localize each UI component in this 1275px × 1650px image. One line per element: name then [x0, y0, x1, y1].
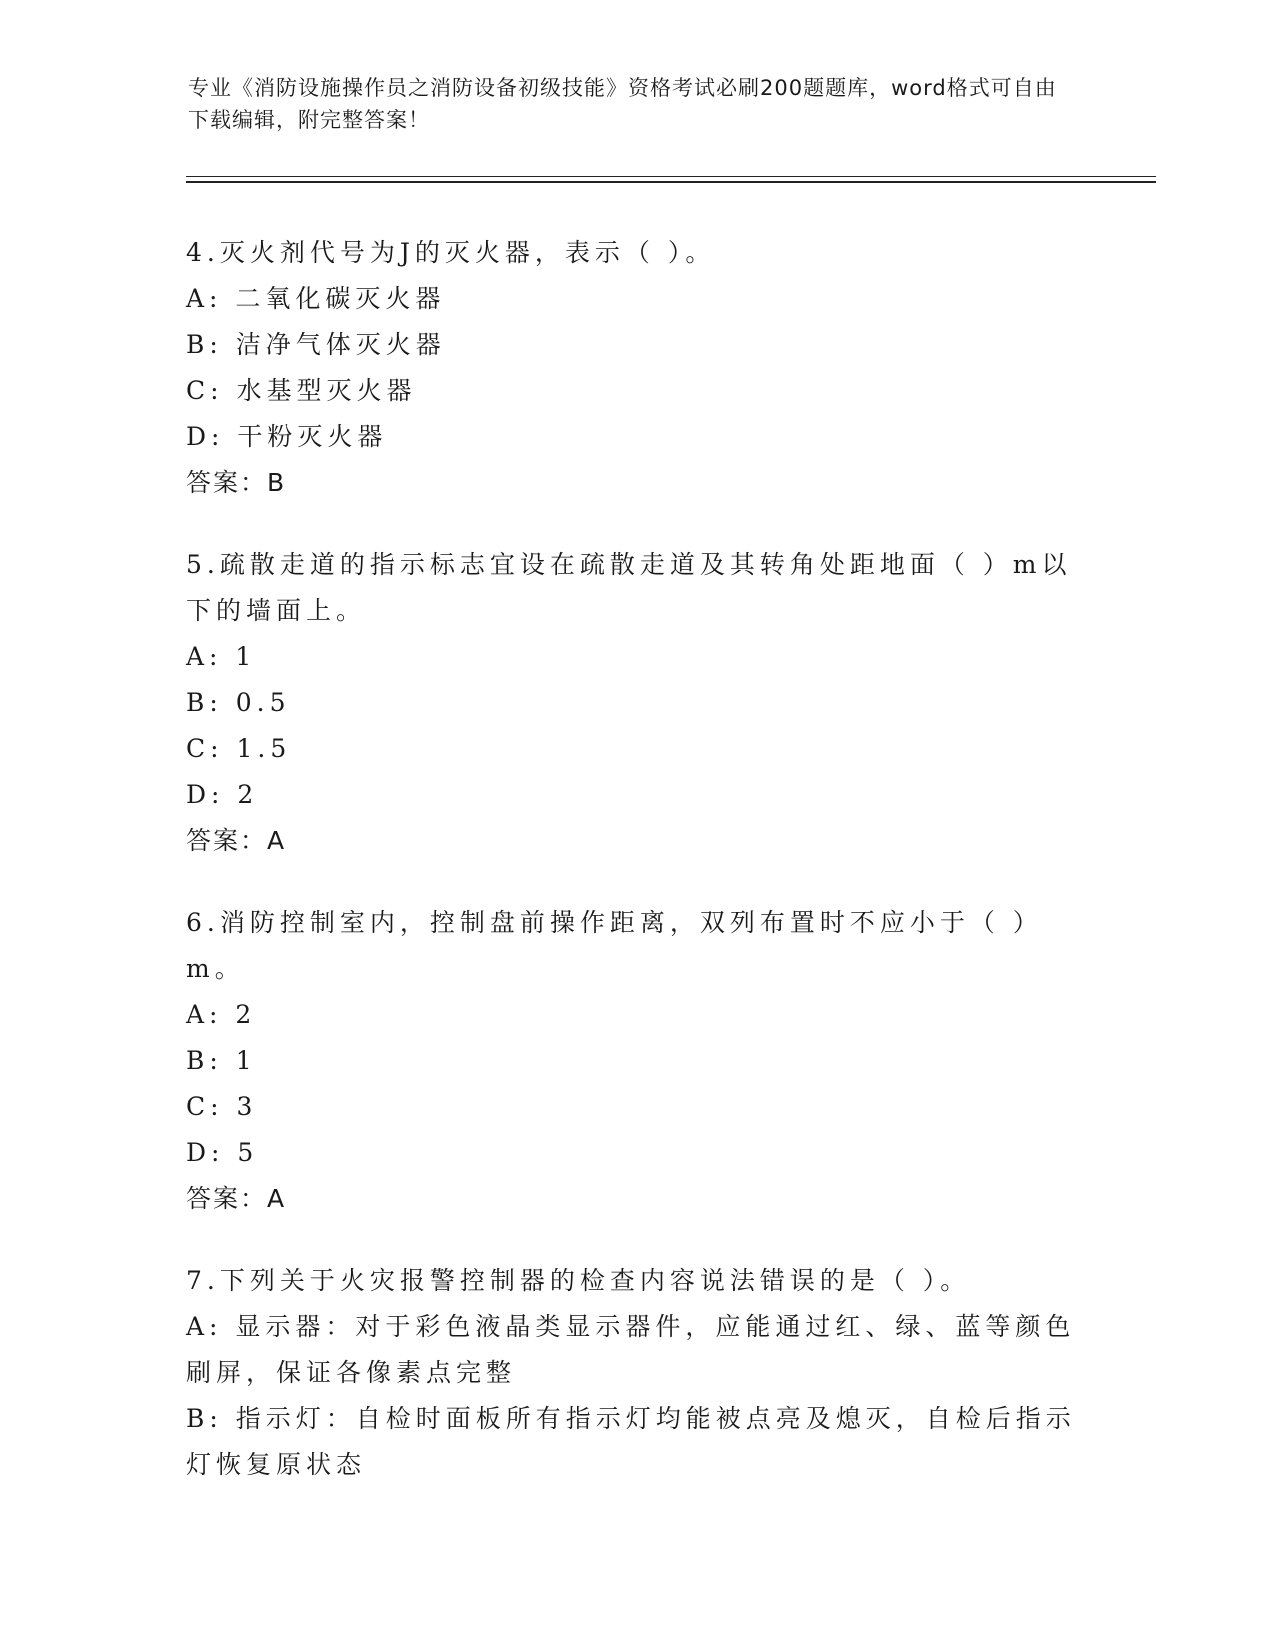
option-b: B: 洁净气体灭火器	[186, 330, 446, 359]
option-a: A: 2	[186, 1000, 257, 1029]
option-c: C: 3	[186, 1092, 258, 1121]
answer: 答案：B	[186, 468, 287, 497]
question-6	[186, 900, 1086, 1222]
question-list	[186, 230, 1086, 1524]
question-stem: 5.疏散走道的指示标志宜设在疏散走道及其转角处距地面（ ）m以下的墙面上。	[186, 550, 1072, 625]
document-header: 专业《消防设施操作员之消防设备初级技能》资格考试必刷200题题库，word格式可自由下载编辑，附完整答案！	[188, 76, 1057, 132]
header-rule-thick	[186, 181, 1156, 183]
option-d: D: 5	[186, 1138, 259, 1167]
option-b: B: 1	[186, 1046, 257, 1075]
option-a: A: 显示器：对于彩色液晶类显示器件，应能通过红、绿、蓝等颜色刷屏，保证各像素点完整	[186, 1312, 1076, 1387]
question-stem: 6.消防控制室内，控制盘前操作距离，双列布置时不应小于（ ）m。	[186, 908, 1043, 983]
question-5	[186, 542, 1086, 864]
header-rule-thin	[186, 176, 1156, 177]
question-4	[186, 230, 1086, 506]
option-d: D: 2	[186, 780, 259, 809]
question-stem: 7.下列关于火灾报警控制器的检查内容说法错误的是（ ）。	[186, 1266, 971, 1295]
option-c: C: 1.5	[186, 734, 292, 763]
option-b: B: 指示灯：自检时面板所有指示灯均能被点亮及熄灭，自检后指示灯恢复原状态	[186, 1404, 1076, 1479]
answer: 答案：A	[186, 826, 287, 855]
option-c: C: 水基型灭火器	[186, 376, 417, 405]
option-b: B: 0.5	[186, 688, 291, 717]
option-a: A: 二氧化碳灭火器	[186, 284, 446, 313]
option-d: D: 干粉灭火器	[186, 422, 388, 451]
answer: 答案：A	[186, 1184, 287, 1213]
question-7	[186, 1258, 1086, 1488]
option-a: A: 1	[186, 642, 257, 671]
question-stem: 4.灭火剂代号为J的灭火器，表示（ ）。	[186, 238, 716, 267]
